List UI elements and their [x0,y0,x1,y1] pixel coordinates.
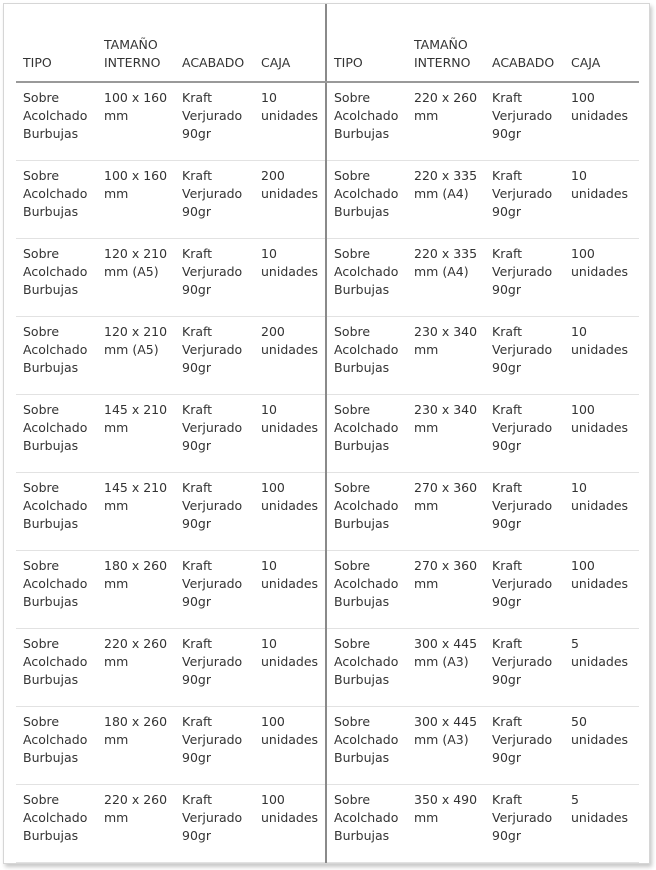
cell-tipo: Sobre Acolchado Burbujas [16,472,97,550]
cell-acabado-2: Kraft Verjurado 90gr [485,394,564,472]
cell-caja: 100 unidades [254,784,326,862]
cell-tamano-interno: 145 x 210 mm [97,394,175,472]
cell-caja: 200 unidades [254,316,326,394]
cell-tamano-interno-2: 220 x 335 mm (A4) [407,238,485,316]
cell-acabado-2: Kraft Verjurado 90gr [485,238,564,316]
header-tamano-interno-2: TAMAÑO INTERNO [407,4,485,82]
cell-tamano-interno: 100 x 160 mm [97,82,175,160]
cell-tipo: Sobre Acolchado Burbujas [16,628,97,706]
cell-caja: 100 unidades [254,706,326,784]
cell-caja: 200 unidades [254,160,326,238]
table-row [16,628,639,706]
cell-tipo: Sobre Acolchado Burbujas [16,550,97,628]
cell-tamano-interno-2: 230 x 340 mm [407,394,485,472]
cell-acabado: Kraft Verjurado 90gr [175,784,254,862]
cell-caja: 10 unidades [254,82,326,160]
cell-tamano-interno-2: 270 x 360 mm [407,550,485,628]
cell-tamano-interno-2: 350 x 490 mm [407,784,485,862]
cell-tamano-interno: 145 x 210 mm [97,472,175,550]
cell-caja-2: 10 unidades [564,160,639,238]
table-row [16,316,639,394]
cell-caja-2: 100 unidades [564,394,639,472]
cell-caja: 10 unidades [254,628,326,706]
header-tipo-2: TIPO [326,4,407,82]
cell-tipo-2: Sobre Acolchado Burbujas [326,550,407,628]
table-header [16,4,639,82]
table-row [16,706,639,784]
cell-caja: 10 unidades [254,550,326,628]
cell-acabado-2: Kraft Verjurado 90gr [485,160,564,238]
cell-caja-2: 5 unidades [564,628,639,706]
cell-tamano-interno: 180 x 260 mm [97,706,175,784]
cell-tamano-interno-2: 220 x 260 mm [407,82,485,160]
cell-tipo: Sobre Acolchado Burbujas [16,784,97,862]
cell-tamano-interno-2: 270 x 360 mm [407,472,485,550]
cell-acabado: Kraft Verjurado 90gr [175,394,254,472]
cell-tipo: Sobre Acolchado Burbujas [16,316,97,394]
cell-tamano-interno: 120 x 210 mm (A5) [97,316,175,394]
cell-acabado-2: Kraft Verjurado 90gr [485,706,564,784]
cell-tamano-interno-2: 230 x 340 mm [407,316,485,394]
cell-caja-2: 100 unidades [564,550,639,628]
cell-tamano-interno: 100 x 160 mm [97,160,175,238]
cell-acabado: Kraft Verjurado 90gr [175,82,254,160]
cell-tipo-2: Sobre Acolchado Burbujas [326,784,407,862]
cell-tipo-2: Sobre Acolchado Burbujas [326,160,407,238]
cell-caja-2: 50 unidades [564,706,639,784]
cell-tipo-2: Sobre Acolchado Burbujas [326,472,407,550]
cell-caja-2: 5 unidades [564,784,639,862]
cell-tamano-interno-2: 220 x 335 mm (A4) [407,160,485,238]
cell-caja: 10 unidades [254,238,326,316]
table-row [16,82,639,160]
cell-tamano-interno: 120 x 210 mm (A5) [97,238,175,316]
header-acabado-2: ACABADO [485,4,564,82]
cell-acabado-2: Kraft Verjurado 90gr [485,628,564,706]
cell-acabado: Kraft Verjurado 90gr [175,628,254,706]
cell-tamano-interno: 220 x 260 mm [97,628,175,706]
cell-acabado: Kraft Verjurado 90gr [175,160,254,238]
header-caja: CAJA [254,4,326,82]
header-row [16,4,639,82]
cell-tipo-2: Sobre Acolchado Burbujas [326,394,407,472]
cell-caja-2: 100 unidades [564,82,639,160]
cell-tamano-interno: 220 x 260 mm [97,784,175,862]
cell-acabado: Kraft Verjurado 90gr [175,550,254,628]
cell-acabado: Kraft Verjurado 90gr [175,472,254,550]
cell-tipo-2: Sobre Acolchado Burbujas [326,316,407,394]
cell-acabado: Kraft Verjurado 90gr [175,238,254,316]
cell-tamano-interno: 180 x 260 mm [97,550,175,628]
cell-acabado: Kraft Verjurado 90gr [175,706,254,784]
header-tamano-interno: TAMAÑO INTERNO [97,4,175,82]
cell-acabado-2: Kraft Verjurado 90gr [485,82,564,160]
header-caja-2: CAJA [564,4,639,82]
cell-tipo: Sobre Acolchado Burbujas [16,238,97,316]
table-row [16,394,639,472]
cell-tipo-2: Sobre Acolchado Burbujas [326,706,407,784]
cell-acabado-2: Kraft Verjurado 90gr [485,550,564,628]
product-table [16,4,639,863]
cell-acabado-2: Kraft Verjurado 90gr [485,784,564,862]
cell-acabado: Kraft Verjurado 90gr [175,316,254,394]
cell-caja-2: 100 unidades [564,238,639,316]
cell-tipo: Sobre Acolchado Burbujas [16,160,97,238]
cell-caja: 100 unidades [254,472,326,550]
cell-caja-2: 10 unidades [564,316,639,394]
table-frame [3,3,650,864]
cell-tipo: Sobre Acolchado Burbujas [16,394,97,472]
cell-acabado-2: Kraft Verjurado 90gr [485,316,564,394]
table-row [16,160,639,238]
cell-tipo-2: Sobre Acolchado Burbujas [326,628,407,706]
table-row [16,238,639,316]
cell-caja: 10 unidades [254,394,326,472]
cell-tipo-2: Sobre Acolchado Burbujas [326,82,407,160]
header-acabado: ACABADO [175,4,254,82]
cell-tipo-2: Sobre Acolchado Burbujas [326,238,407,316]
cell-tipo: Sobre Acolchado Burbujas [16,706,97,784]
cell-tamano-interno-2: 300 x 445 mm (A3) [407,628,485,706]
table-body [16,82,639,862]
header-tipo: TIPO [16,4,97,82]
cell-acabado-2: Kraft Verjurado 90gr [485,472,564,550]
cell-tamano-interno-2: 300 x 445 mm (A3) [407,706,485,784]
cell-caja-2: 10 unidades [564,472,639,550]
table-row [16,472,639,550]
cell-tipo: Sobre Acolchado Burbujas [16,82,97,160]
table-row [16,550,639,628]
table-row [16,784,639,862]
